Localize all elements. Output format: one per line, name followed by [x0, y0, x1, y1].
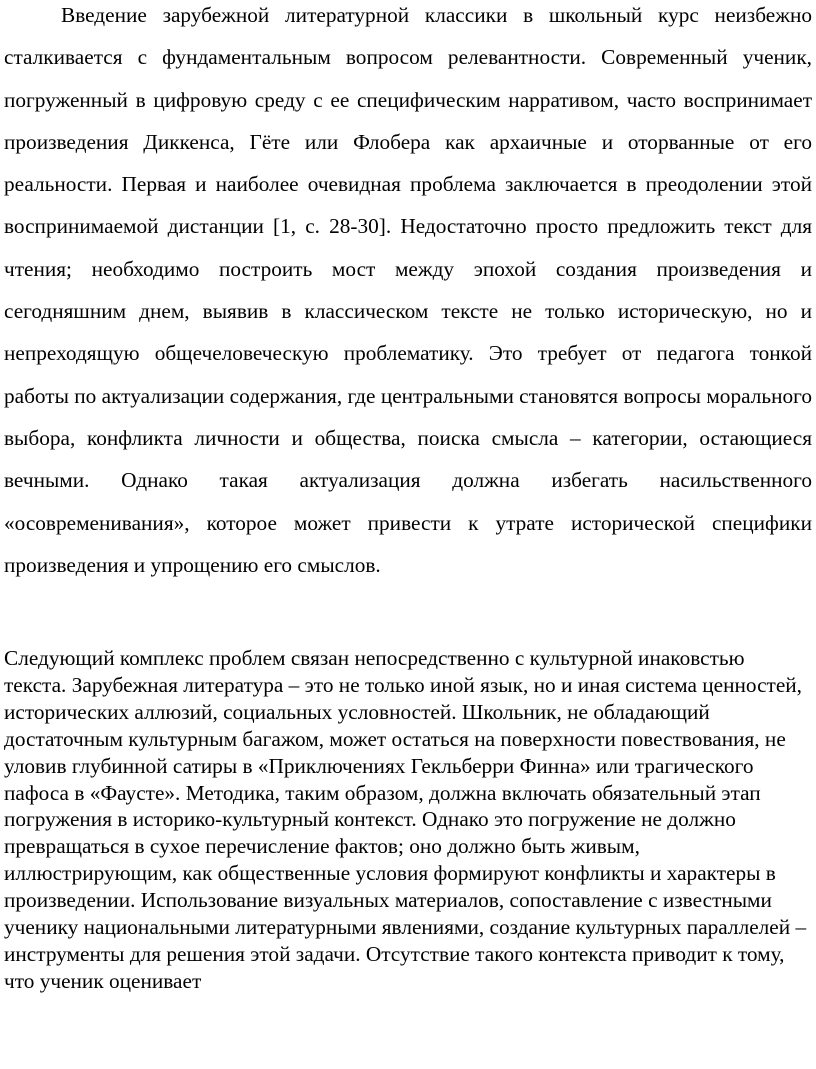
paragraph-relevance: Введение зарубежной литературной классики в школьный курс неизбежно сталкивается с фундаментальным вопросом релевантности. Современный ученик, погруженный в цифровую среду с ее специфическим нарративом, часто воспринимает произведения Диккенса, Гёте или Флобера как архаичные и оторванные от его реальности. Первая и наиболее очевидная проблема заключается в преодолении этой воспринимаемой дистанции [1, с. 28-30]. Недостаточно просто предложить текст для чтения; необходимо построить мост между эпохой создания произведения и сегодняшним днем, выявив в классическом тексте не только историческую, но и непреходящую общечеловеческую проблематику. Это требует от педагога тонкой работы по актуализации содержания, где центральными становятся вопросы морального выбора, конфликта личности и общества, поиска смысла – категории, остающиеся вечными. Однако такая актуализация должна избегать насильственного «осовременивания», которое может привести к утрате исторической специфики произведения и упрощению его смыслов.: [4, 3, 812, 577]
paragraph-cultural-otherness: Следующий комплекс проблем связан непосредственно с культурной инаковстью текста. Зарубежная литература – это не только иной язык, но и иная система ценностей, исторических аллюзий, социальных условностей. Школьник, не обладающий достаточным культурным багажом, может остаться на поверхности повествования, не уловив глубинной сатиры в «Приключениях Гекльберри Финна» или трагического пафоса в «Фаусте». Методика, таким образом, должна включать обязательный этап погружения в историко-культурный контекст. Однако это погружение не должно превращаться в сухое перечисление фактов; оно должно быть живым, иллюстрирующим, как общественные условия формируют конфликты и характеры в произведении. Использование визуальных материалов, сопоставление с известными ученику национальными литературными явлениями, создание культурных параллелей – инструменты для решения этой задачи. Отсутствие такого контекста приводит к тому, что ученик оценивает: [4, 646, 807, 993]
